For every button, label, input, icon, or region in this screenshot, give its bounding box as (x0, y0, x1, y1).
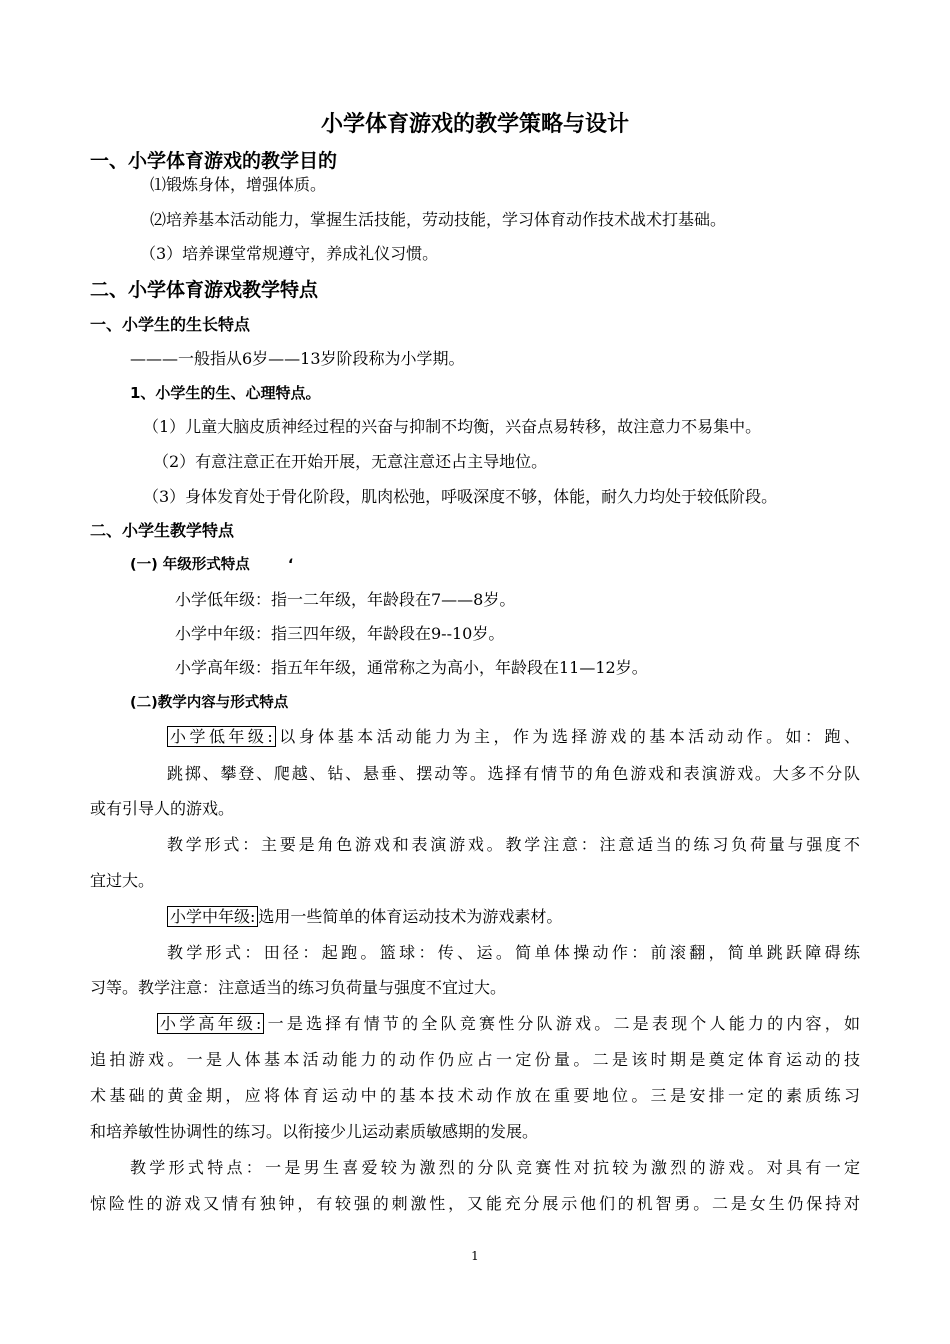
high-grade-paragraph-line-2 (90, 1049, 860, 1071)
high-grade-form-line-1 (130, 1157, 860, 1179)
grade-high-line: 小学高年级：指五年年级，通常称之为高小，年龄段在11—12岁。 (175, 658, 648, 677)
high-grade-text-1: 一是选择有情节的全队竞赛性分队游戏。二是表现个人能力的内容，如 (264, 1014, 860, 1033)
subsection-teaching-heading: 二、小学生教学特点 (90, 521, 235, 540)
document-title: 小学体育游戏的教学策略与设计 (320, 112, 629, 137)
grade-form-heading-mark: ‘ (287, 557, 294, 573)
page-number: 1 (471, 1249, 479, 1263)
mid-grade-label-box: 小学中年级: (167, 906, 258, 927)
subsection-growth-heading: 一、小学生的生长特点 (90, 315, 251, 334)
high-grade-form-line-2 (90, 1193, 860, 1215)
mid-grade-paragraph-line-1 (167, 906, 562, 928)
low-grade-text-2: 跳掷、攀登、爬越、钻、悬垂、摆动等。选择有情节的角色游戏和表演游戏。大多不分队 (167, 764, 860, 783)
grade-form-heading-text: (一) 年级形式特点 (130, 557, 250, 573)
mid-grade-text-1: 选用一些简单的体育运动技术为游戏素材。 (258, 907, 563, 926)
mid-grade-form-line-2: 习等。教学注意：注意适当的练习负荷量与强度不宜过大。 (90, 978, 507, 997)
section-1-item-1: ⑴锻炼身体，增强体质。 (150, 175, 327, 194)
growth-point-1: （1）儿童大脑皮质神经过程的兴奋与抑制不均衡，兴奋点易转移，故注意力不易集中。 (143, 417, 762, 436)
high-grade-paragraph-line-3 (90, 1085, 860, 1107)
section-1-heading: 一、小学体育游戏的教学目的 (90, 150, 338, 172)
high-grade-form-text-2: 惊险性的游戏又情有独钟，有较强的刺激性，又能充分展示他们的机智勇。二是女生仍保持对 (90, 1194, 860, 1213)
mid-grade-form-line-1 (167, 942, 860, 964)
grade-low-line: 小学低年级：指一二年级，年龄段在7——8岁。 (175, 590, 516, 609)
high-grade-text-3: 术基础的黄金期，应将体育运动中的基本技术动作放在重要地位。三是安排一定的素质练习 (90, 1086, 860, 1105)
high-grade-paragraph-line-4: 和培养敏性协调性的练习。以衔接少儿运动素质敏感期的发展。 (90, 1122, 539, 1141)
section-1-item-2: ⑵培养基本活动能力，掌握生活技能，劳动技能，学习体育动作技术战术打基础。 (150, 210, 727, 229)
low-grade-text-1: 以身体基本活动能力为主，作为选择游戏的基本活动动作。如：跑、 (275, 727, 860, 746)
grade-mid-line: 小学中年级：指三四年级，年龄段在9--10岁。 (175, 624, 505, 643)
low-grade-form-line-1 (167, 834, 860, 856)
low-grade-paragraph-line-1 (167, 726, 860, 748)
growth-point-heading: 1、小学生的生、心理特点。 (130, 384, 321, 402)
mid-grade-form-text-1: 教学形式：田径：起跑。篮球：传、运。简单体操动作：前滚翻，简单跳跃障碍练 (167, 943, 860, 962)
high-grade-paragraph-line-1 (157, 1013, 860, 1035)
high-grade-form-text-1: 教学形式特点：一是男生喜爱较为激烈的分队竞赛性对抗较为激烈的游戏。对具有一定 (130, 1158, 860, 1177)
section-1-item-3: （3）培养课堂常规遵守，养成礼仪习惯。 (140, 244, 439, 263)
high-grade-label-box: 小学高年级: (157, 1013, 264, 1034)
low-grade-form-line-2: 宜过大。 (90, 871, 155, 890)
growth-point-3: （3）身体发育处于骨化阶段，肌肉松弛，呼吸深度不够，体能，耐久力均处于较低阶段。 (143, 487, 778, 506)
growth-intro: ———一般指从6岁——13岁阶段称为小学期。 (130, 349, 465, 368)
grade-form-heading (130, 554, 293, 576)
content-form-heading: (二)教学内容与形式特点 (130, 695, 289, 711)
growth-point-2: （2）有意注意正在开始开展，无意注意还占主导地位。 (153, 452, 548, 471)
low-grade-label-box: 小学低年级: (167, 726, 276, 747)
low-grade-paragraph-line-3: 或有引导人的游戏。 (90, 799, 235, 818)
low-grade-form-text-1: 教学形式：主要是角色游戏和表演游戏。教学注意：注意适当的练习负荷量与强度不 (167, 835, 860, 854)
low-grade-paragraph-line-2 (167, 763, 860, 785)
section-2-heading: 二、小学体育游戏教学特点 (90, 279, 319, 301)
high-grade-text-2: 追拍游戏。一是人体基本活动能力的动作仍应占一定份量。二是该时期是奠定体育运动的技 (90, 1050, 860, 1069)
